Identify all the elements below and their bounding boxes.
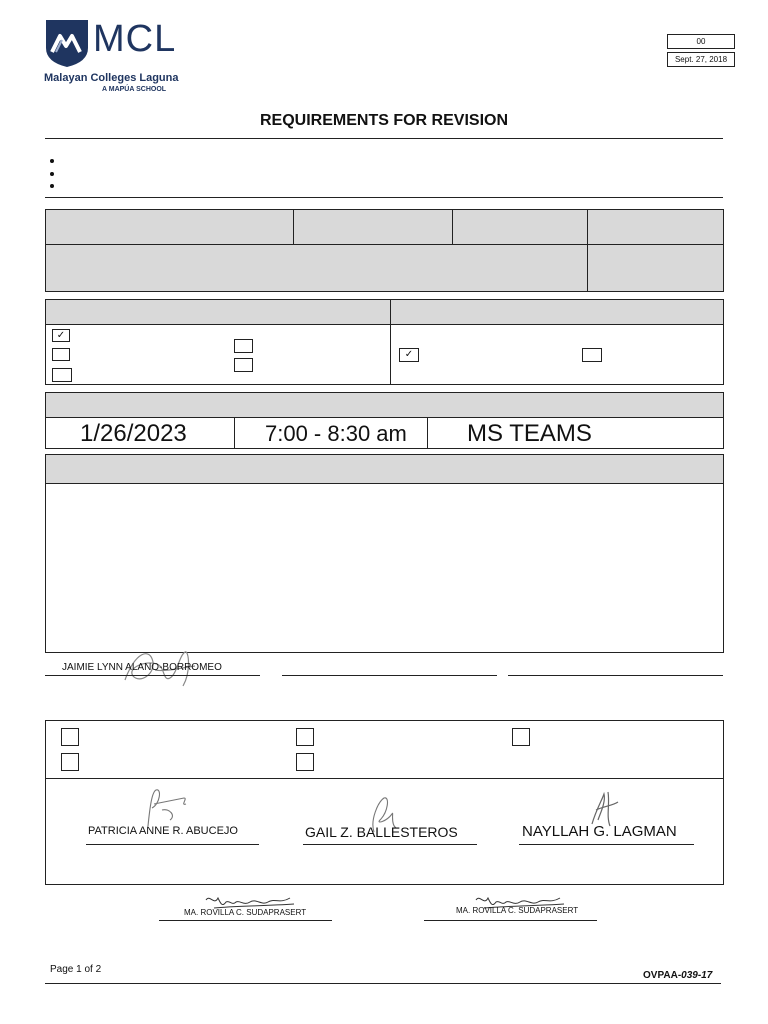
check-icon: ✓ xyxy=(404,349,414,360)
page-number: Page 1 of 2 xyxy=(50,964,102,975)
option-checkbox-left-1[interactable] xyxy=(52,329,70,342)
panel-line-1 xyxy=(86,844,259,845)
info-table xyxy=(45,209,724,292)
remarks-header xyxy=(46,455,723,483)
revision-number-box xyxy=(667,34,735,49)
option-checkbox-left-3[interactable] xyxy=(52,368,72,382)
option-checkbox-mid-1[interactable] xyxy=(234,339,253,353)
panel-signature-1 xyxy=(140,786,200,830)
revision-date-box xyxy=(667,52,735,67)
option-checkbox-left-2[interactable] xyxy=(52,348,70,361)
schedule-venue: MS TEAMS xyxy=(467,420,592,447)
schedule-col-1 xyxy=(234,417,235,449)
panel-checkbox-1[interactable] xyxy=(61,728,79,746)
form-code-suffix: 039-17 xyxy=(681,970,713,981)
panel-divider xyxy=(45,778,724,779)
panel-checkbox-5[interactable] xyxy=(512,728,530,746)
panel-line-2 xyxy=(303,844,477,845)
schedule-time: 7:00 - 8:30 am xyxy=(265,421,407,446)
bullets-divider xyxy=(45,197,723,198)
options-center-divider xyxy=(390,299,391,385)
panel-member-name-2: GAIL Z. BALLESTEROS xyxy=(305,824,458,840)
school-tagline: A MAPÚA SCHOOL xyxy=(102,86,167,93)
logo-shield-icon xyxy=(44,18,90,68)
approver-name-1: MA. ROVILLA C. SUDAPRASERT xyxy=(184,908,307,917)
approver-line-1 xyxy=(159,920,332,921)
panel-member-name-3: NAYLLAH G. LAGMAN xyxy=(522,823,677,840)
bullet-2 xyxy=(50,172,54,176)
option-checkbox-right-1[interactable] xyxy=(399,348,419,362)
signature-line-3 xyxy=(508,675,723,676)
info-table-col-2 xyxy=(452,209,453,244)
school-logo xyxy=(44,18,179,96)
revision-date: Sept. 27, 2018 xyxy=(674,55,728,64)
remarks-header-divider xyxy=(45,483,724,484)
approver-line-2 xyxy=(424,920,597,921)
schedule-header xyxy=(45,392,724,418)
schedule-date: 1/26/2023 xyxy=(80,420,187,447)
panel-checkbox-4[interactable] xyxy=(296,753,314,771)
options-table-header xyxy=(46,300,723,324)
panel-checkbox-2[interactable] xyxy=(61,753,79,771)
check-icon: ✓ xyxy=(56,330,66,341)
revision-number: 00 xyxy=(696,37,706,46)
schedule-col-2 xyxy=(427,417,428,449)
option-checkbox-mid-2[interactable] xyxy=(234,358,253,372)
form-code xyxy=(643,970,712,981)
logo-text: MCL xyxy=(93,18,177,60)
panel-checkbox-3[interactable] xyxy=(296,728,314,746)
approver-name-2: MA. ROVILLA C. SUDAPRASERT xyxy=(456,906,579,915)
bullet-3 xyxy=(50,184,54,188)
form-code-prefix: OVPAA- xyxy=(643,970,682,981)
info-table-col-3 xyxy=(587,209,588,292)
info-table-col-1 xyxy=(293,209,294,244)
adviser-name: JAIMIE LYNN ALANO-BORROMEO xyxy=(62,662,222,673)
signature-line-2 xyxy=(282,675,497,676)
adviser-signature-line xyxy=(45,675,260,676)
info-table-row-divider xyxy=(45,244,724,245)
document-title: REQUIREMENTS FOR REVISION xyxy=(259,112,509,129)
panel-line-3 xyxy=(519,844,694,845)
footer-line xyxy=(45,983,721,984)
title-underline xyxy=(45,138,723,139)
option-checkbox-right-2[interactable] xyxy=(582,348,602,362)
bullet-1 xyxy=(50,159,54,163)
school-name: Malayan Colleges Laguna xyxy=(44,72,179,84)
panel-member-name-1: PATRICIA ANNE R. ABUCEJO xyxy=(88,825,238,837)
options-header-divider xyxy=(45,324,724,325)
